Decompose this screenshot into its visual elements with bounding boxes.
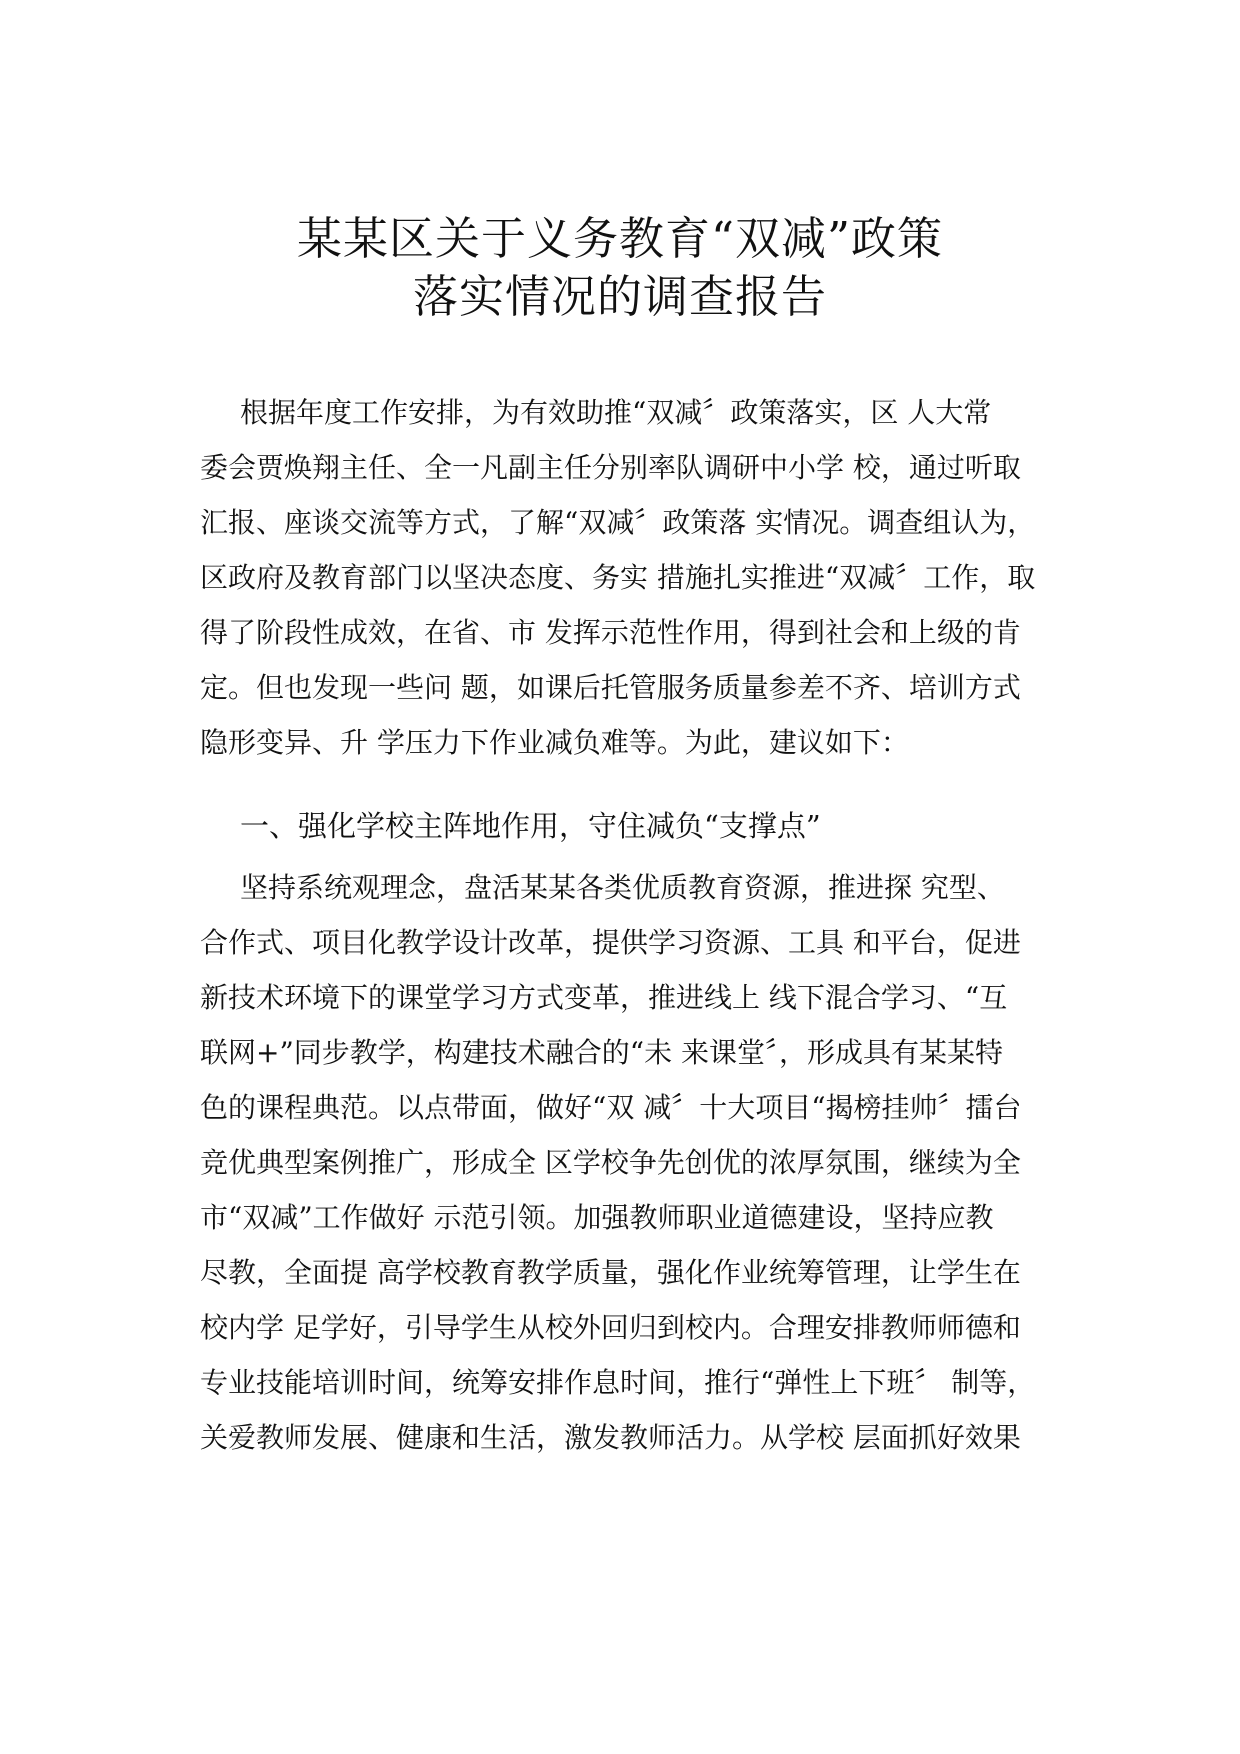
intro-line-4: 区政府及教育部门以坚决态度、务实 措施扎实推进“双减〞工作，取 bbox=[200, 561, 1036, 594]
section-1-line-2: 合作式、项目化教学设计改革，提供学习资源、工具 和平台，促进 bbox=[200, 926, 1021, 959]
section-1-line-8: 尽教，全面提 高学校教育教学质量，强化作业统筹管理，让学生在 bbox=[200, 1256, 1021, 1289]
document-title-line-2: 落实情况的调查报告 bbox=[412, 270, 827, 323]
section-1-line-5: 色的课程典范。以点带面，做好“双 减〞十大项目“揭榜挂帅〞擂台 bbox=[200, 1091, 1022, 1124]
intro-line-2: 委会贾焕翔主任、全一凡副主任分别率队调研中小学 校，通过听取 bbox=[200, 451, 1021, 484]
intro-line-6: 定。但也发现一些问 题，如课后托管服务质量参差不齐、培训方式 bbox=[200, 671, 1021, 704]
section-1-line-1: 坚持系统观理念，盘活某某各类优质教育资源，推进探 究型、 bbox=[240, 871, 1005, 904]
section-1-line-11: 关爱教师发展、健康和生活，激发教师活力。从学校 层面抓好效果 bbox=[200, 1421, 1021, 1454]
intro-line-1: 根据年度工作安排，为有效助推“双减〞政策落实，区 人大常 bbox=[240, 396, 992, 429]
intro-line-5: 得了阶段性成效，在省、市 发挥示范性作用，得到社会和上级的肯 bbox=[200, 616, 1021, 649]
intro-line-7: 隐形变异、升 学压力下作业减负难等。为此，建议如下： bbox=[200, 726, 909, 759]
section-1-line-4: 联网+”同步教学，构建技术融合的“未 来课堂〞，形成具有某某特 bbox=[200, 1036, 1003, 1069]
section-1-line-10: 专业技能培训时间，统筹安排作息时间，推行“弹性上下班〞 制等， bbox=[200, 1366, 1036, 1399]
section-1-line-7: 市“双减”工作做好 示范引领。加强教师职业道德建设，坚持应教 bbox=[200, 1201, 994, 1234]
intro-line-3: 汇报、座谈交流等方式，了解“双减〞政策落 实情况。调查组认为， bbox=[200, 506, 1036, 539]
section-1-line-6: 竞优典型案例推广，形成全 区学校争先创优的浓厚氛围，继续为全 bbox=[200, 1146, 1021, 1179]
section-1-line-3: 新技术环境下的课堂学习方式变革，推进线上 线下混合学习、“互 bbox=[200, 981, 1008, 1014]
section-1-line-9: 校内学 足学好，引导学生从校外回归到校内。合理安排教师师德和 bbox=[200, 1311, 1021, 1344]
document-title-line-1: 某某区关于义务教育“双减”政策 bbox=[296, 212, 943, 265]
section-1-heading: 一、强化学校主阵地作用，守住减负“支撑点” bbox=[240, 809, 821, 843]
